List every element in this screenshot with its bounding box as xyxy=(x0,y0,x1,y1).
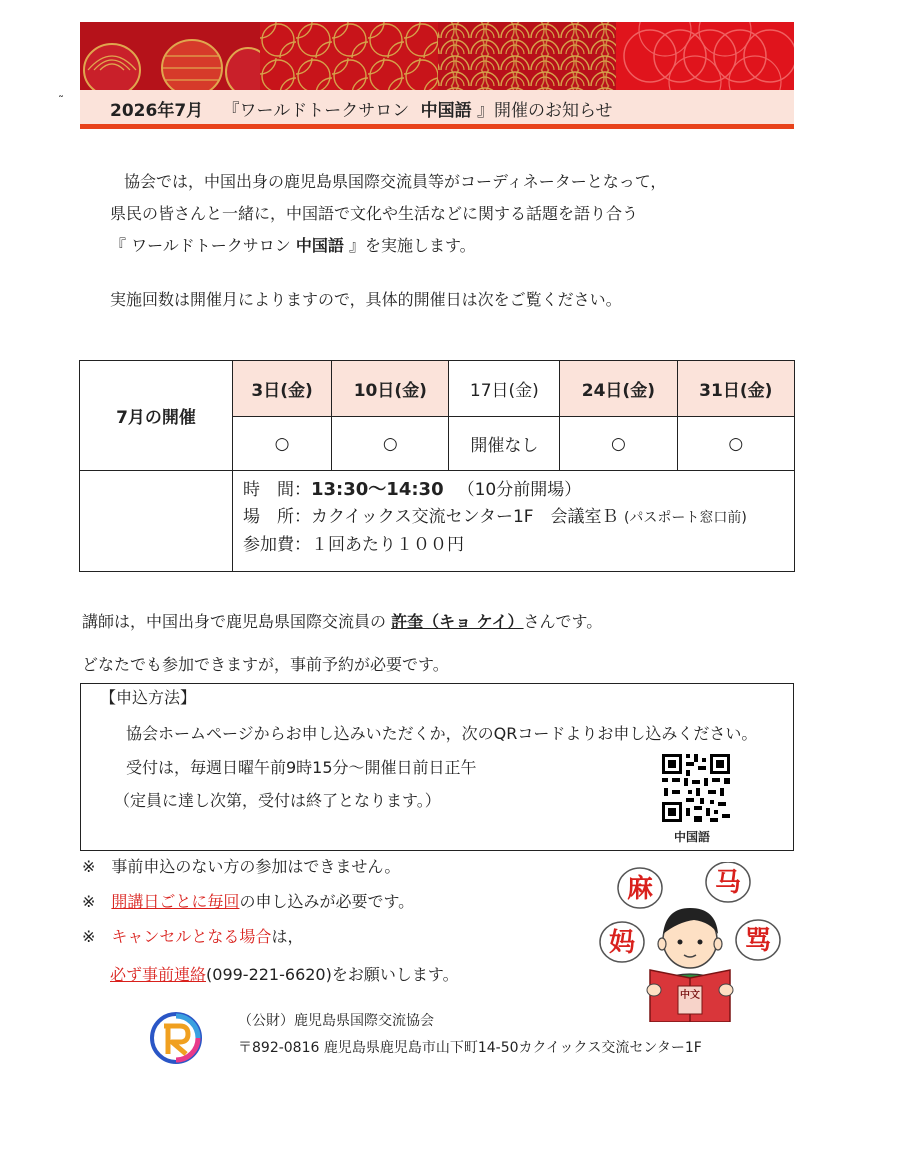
title-year: 2026年7月 xyxy=(110,101,204,121)
status-3: 開催なし xyxy=(449,417,560,471)
schedule-label-spacer xyxy=(80,471,233,572)
note-1: ※ 事前申込のない方の参加はできません。 xyxy=(82,857,401,876)
place-label: 場 所： xyxy=(243,507,311,527)
fee-row xyxy=(243,532,784,559)
apply-line-1: 協会ホームページからお申し込みいただくか，次のQRコードよりお申し込みください。 xyxy=(126,724,758,743)
time-note: （10分前開場） xyxy=(457,480,582,500)
bubble-char-4: 骂 xyxy=(744,926,772,956)
title-post: 』開催のお知らせ xyxy=(477,101,613,121)
note-3-emphasis: キャンセルとなる場合 xyxy=(111,927,272,946)
time-label: 時 間： xyxy=(243,480,311,500)
apply-heading: 【申込方法】 xyxy=(100,688,197,707)
qr-code[interactable] xyxy=(660,752,732,824)
bubble-char-3: 妈 xyxy=(608,928,636,958)
title-lang: 中国語 xyxy=(420,101,472,121)
intro-line-2: 県民の皆さんと一緒に，中国語で文化や生活などに関する話題を語り合う xyxy=(110,204,639,223)
page-title xyxy=(110,96,613,121)
place-row xyxy=(243,504,784,532)
intro-line-3-pre: 『 ワールドトークサロン xyxy=(110,236,296,255)
note-2-emphasis: 開講日ごとに毎回 xyxy=(111,892,240,911)
intro-line-3 xyxy=(110,236,476,256)
footer-address: 〒892-0816 鹿児島県鹿児島市山下町14-50カクイックス交流センター1F xyxy=(238,1040,702,1056)
time-row xyxy=(243,476,784,504)
date-3: 17日(金) xyxy=(449,361,560,417)
intro-line-3-bold: 中国語 xyxy=(295,236,344,255)
status-1: ○ xyxy=(233,417,332,471)
note-3-mark: ※ xyxy=(82,927,112,946)
intro-line-3-post: 』を実施します。 xyxy=(343,236,476,255)
place-note: (パスポート窓口前) xyxy=(623,510,747,526)
apply-line-3: （定員に達し次第，受付は終了となります。） xyxy=(114,791,441,810)
reservation-notice: どなたでも参加できますが，事前予約が必要です。 xyxy=(82,655,449,674)
note-4 xyxy=(110,965,459,985)
intro-line-1: 協会では，中国出身の鹿児島県国際交流員等がコーディネーターとなって， xyxy=(124,172,667,191)
title-bar xyxy=(80,90,794,129)
instructor-post: さんです。 xyxy=(523,612,603,631)
note-2-post: の申し込みが必要です。 xyxy=(239,892,415,911)
date-5: 31日(金) xyxy=(677,361,794,417)
note-2-mark: ※ xyxy=(82,892,112,911)
note-2 xyxy=(82,892,414,912)
footer-org: （公財）鹿児島県国際交流協会 xyxy=(238,1013,434,1029)
place-value: カクイックス交流センター1F 会議室Ｂ xyxy=(311,507,619,527)
schedule-row-label: 7月の開催 xyxy=(80,361,233,471)
header-banner xyxy=(80,22,794,90)
note-3-post: は， xyxy=(271,927,304,946)
date-2: 10日(金) xyxy=(332,361,449,417)
date-4: 24日(金) xyxy=(560,361,677,417)
bubble-char-2: 马 xyxy=(714,868,742,898)
time-value: 13:30〜14:30 xyxy=(311,479,444,500)
instructor-name: 許奎（キョ ケイ） xyxy=(391,612,524,631)
org-logo-icon xyxy=(150,1012,202,1064)
stray-mark: ˜ xyxy=(58,94,64,108)
bubble-char-1: 麻 xyxy=(626,874,654,904)
status-2: ○ xyxy=(332,417,449,471)
note-4-post: (099-221-6620)をお願いします。 xyxy=(206,965,459,984)
status-4: ○ xyxy=(560,417,677,471)
event-details xyxy=(233,471,795,572)
note-3 xyxy=(82,927,303,947)
fee-value: １回あたり１００円 xyxy=(311,535,464,555)
qr-label: 中国語 xyxy=(674,830,711,844)
instructor-line xyxy=(82,612,602,632)
title-pre: 『ワールドトークサロン xyxy=(222,101,410,121)
boy-reading-illustration xyxy=(598,862,788,1022)
date-1: 3日(金) xyxy=(233,361,332,417)
intro-line-4: 実施回数は開催月によりますので，具体的開催日は次をご覧ください。 xyxy=(110,290,622,309)
book-text: 中文 xyxy=(680,990,700,1001)
apply-line-2: 受付は，毎週日曜午前9時15分〜開催日前日正午 xyxy=(126,758,477,777)
status-5: ○ xyxy=(677,417,794,471)
fee-label: 参加費： xyxy=(243,535,311,555)
schedule-table xyxy=(79,360,795,572)
instructor-pre: 講師は，中国出身で鹿児島県国際交流員の xyxy=(82,612,392,631)
note-4-emphasis: 必ず事前連絡 xyxy=(110,965,207,984)
